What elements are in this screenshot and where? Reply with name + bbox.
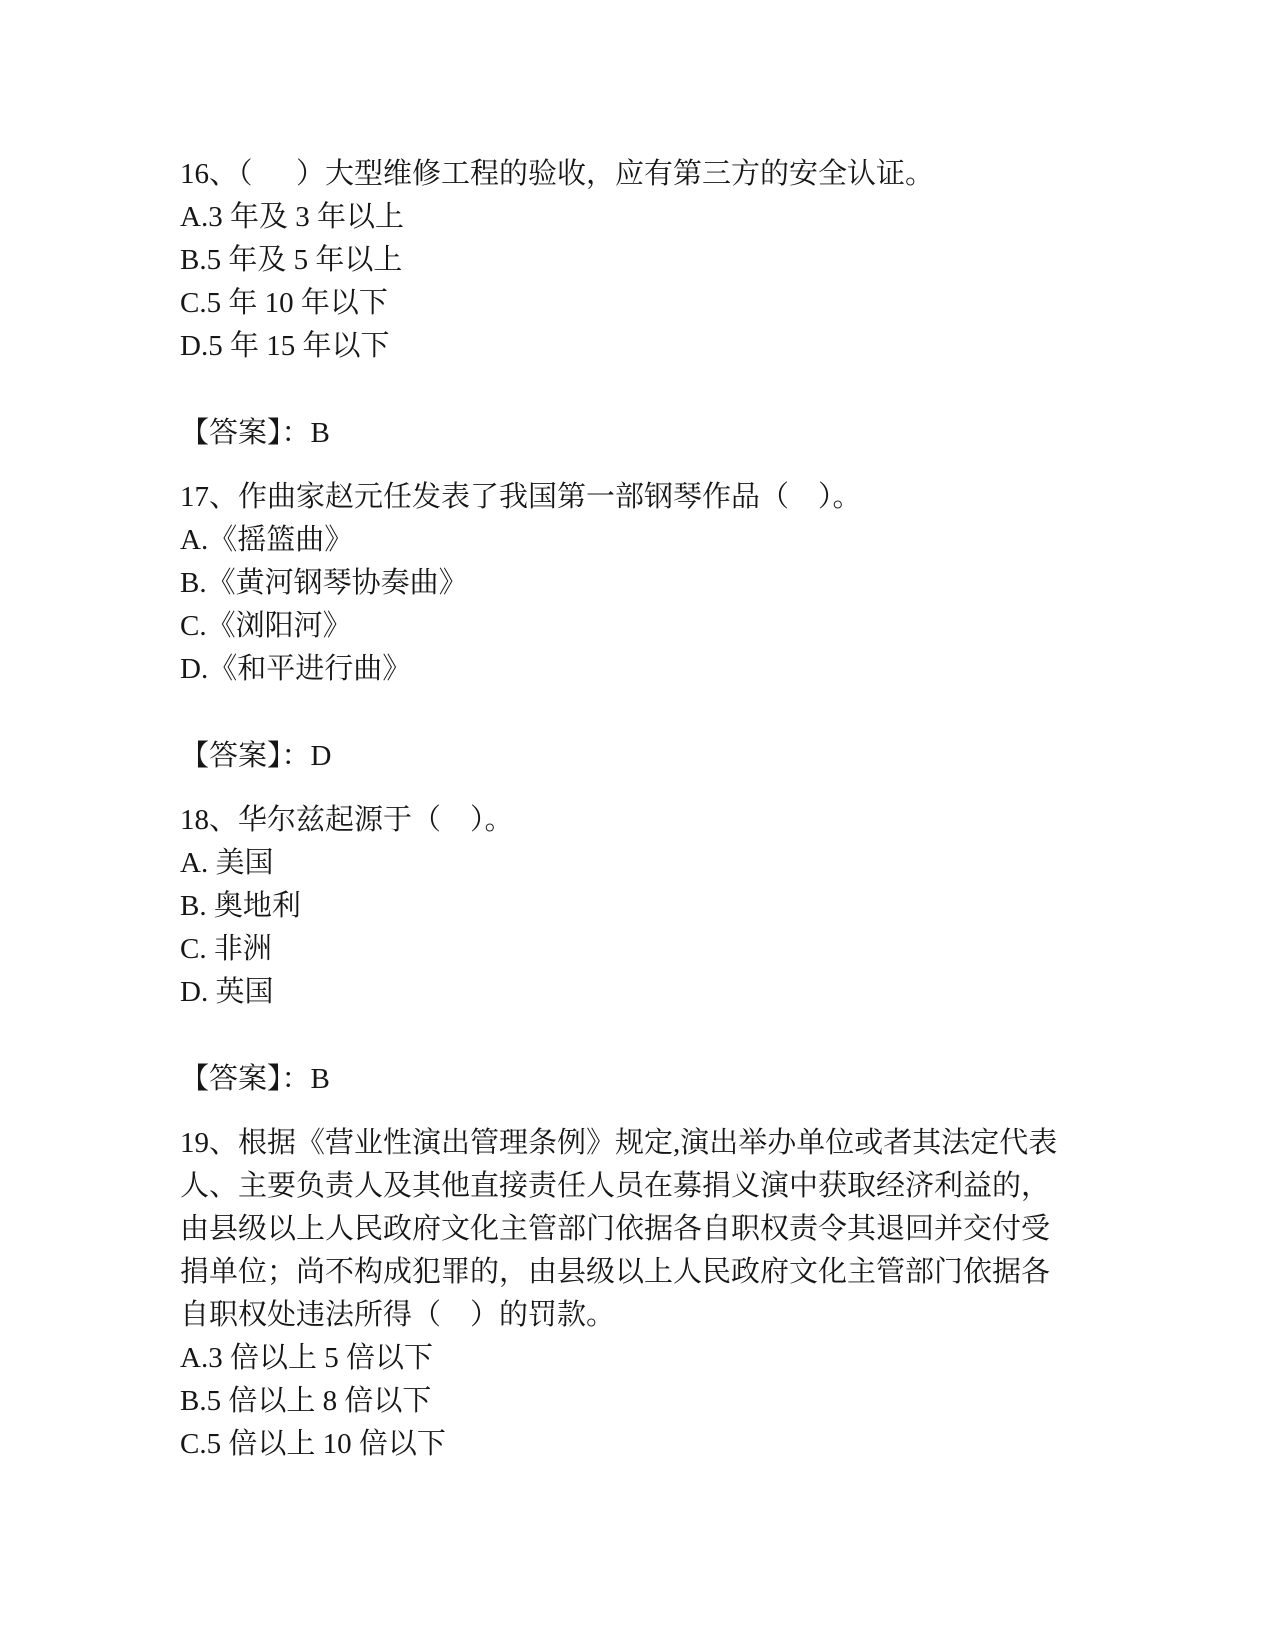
answer-label: 【答案】： [180,1063,311,1095]
question-19-stem-line-4: 捐单位；尚不构成犯罪的，由县级以上人民政府文化主管部门依据各 [180,1256,1051,1288]
question-17-option-c: C.《浏阳河》 [180,610,352,642]
question-16-option-d: D.5 年 15 年以下 [180,330,390,362]
question-18-option-a: A. 美国 [180,847,274,879]
question-17-answer [180,735,1135,778]
question-19-stem-line-3: 由县级以上人民政府文化主管部门依据各自职权责令其退回并交付受 [180,1213,1051,1245]
question-17-stem: 17、作曲家赵元任发表了我国第一部钢琴作品（ ）。 [180,481,862,513]
answer-value: B [310,417,330,449]
question-16-option-c: C.5 年 10 年以下 [180,287,388,319]
question-19-option-a: A.3 倍以上 5 倍以下 [180,1342,433,1374]
question-18-option-d: D. 英国 [180,976,274,1008]
question-19-stem-line-2: 人、主要负责人及其他直接责任人员在募捐义演中获取经济利益的， [180,1170,1051,1202]
question-16-answer [180,412,1135,455]
question-16-option-a: A.3 年及 3 年以上 [180,201,404,233]
question-17-option-b: B.《黄河钢琴协奏曲》 [180,567,468,599]
question-19-stem-line-1: 19、根据《营业性演出管理条例》规定,演出举办单位或者其法定代表 [180,1127,1058,1159]
question-18-answer [180,1058,1135,1101]
question-18-option-b: B. 奥地利 [180,890,301,922]
question-18-stem: 18、华尔兹起源于（ ）。 [180,804,514,836]
question-17-option-a: A.《摇篮曲》 [180,524,354,556]
question-19-option-b: B.5 倍以上 8 倍以下 [180,1385,432,1417]
question-17-option-d: D.《和平进行曲》 [180,653,412,685]
answer-label: 【答案】： [180,417,311,449]
question-17 [180,476,1135,778]
question-19 [180,1122,1135,1466]
question-16-option-b: B.5 年及 5 年以上 [180,244,403,276]
question-19-stem-line-5: 自职权处违法所得（ ）的罚款。 [180,1299,616,1331]
question-18-option-c: C. 非洲 [180,933,272,965]
answer-value: B [310,1063,330,1095]
question-18 [180,799,1135,1101]
question-16-stem: 16、（ ）大型维修工程的验收，应有第三方的安全认证。 [180,158,935,190]
answer-label: 【答案】： [180,740,311,772]
answer-value: D [310,740,332,772]
question-19-option-c: C.5 倍以上 10 倍以下 [180,1428,446,1460]
question-16 [180,153,1135,455]
